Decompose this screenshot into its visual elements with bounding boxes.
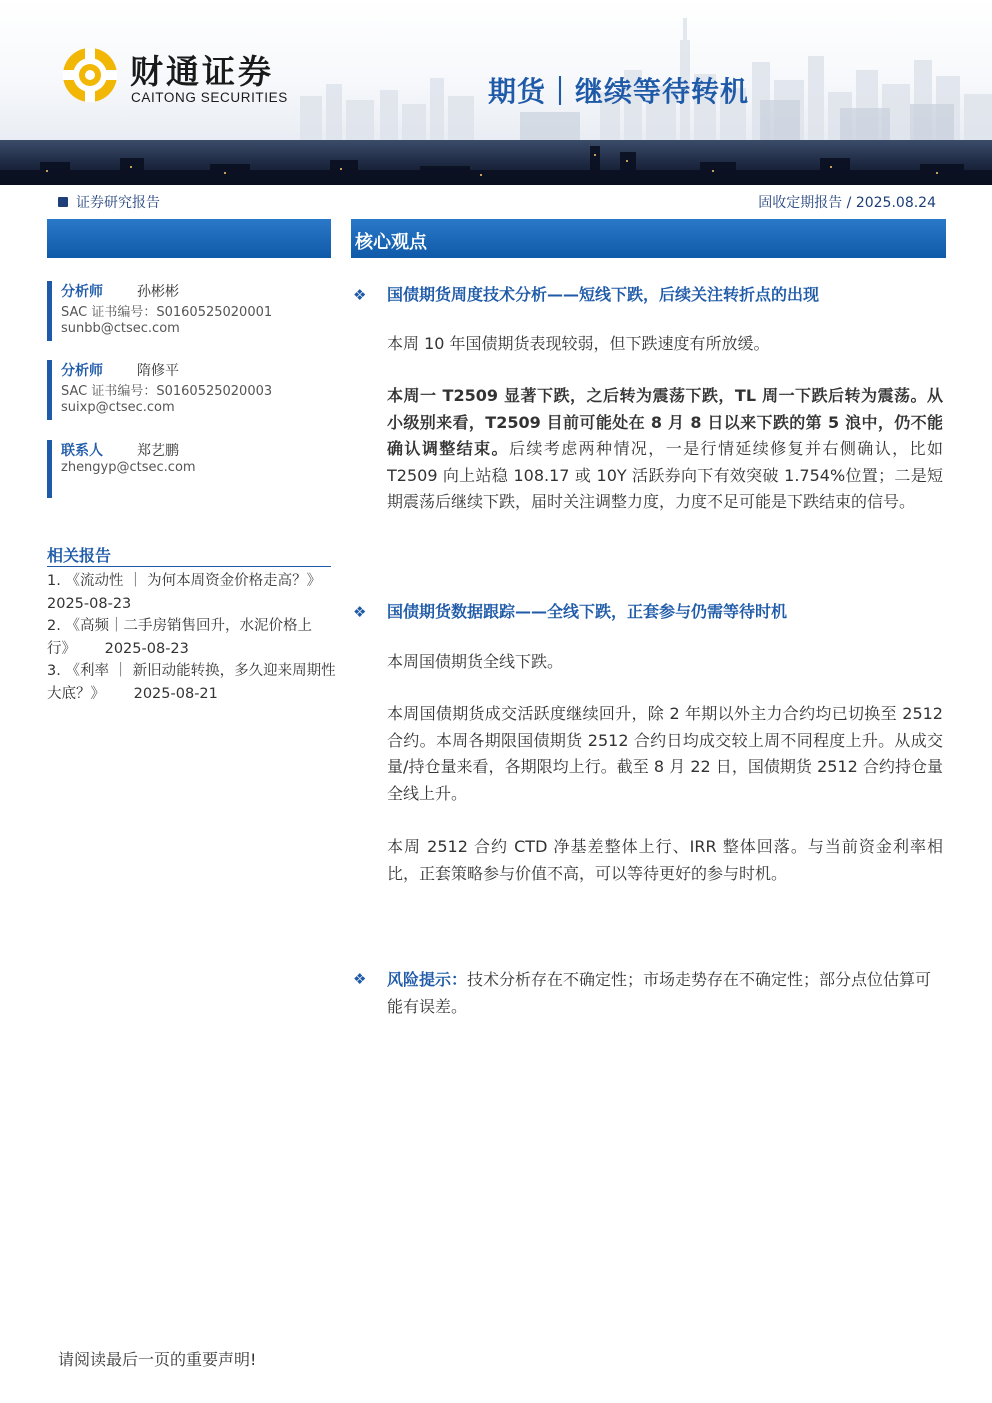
report-type-label (58, 192, 160, 212)
core-view-bar (351, 219, 946, 258)
related-divider (47, 566, 331, 567)
report-title: 期货｜继续等待转机 (488, 75, 750, 108)
paragraph-text: 本周国债期货全线下跌。 (387, 652, 564, 671)
risk-text: 技术分析存在不确定性；市场走势存在不确定性；部分点位估算可能有误差。 (387, 970, 932, 1016)
analyst-sac: SAC 证书编号：S0160525020001 (61, 305, 273, 320)
analyst-email[interactable]: suixp@ctsec.com (61, 400, 175, 415)
section-2-paragraph-3 (387, 834, 943, 887)
analyst-accent-line (47, 440, 52, 498)
night-city-image (0, 140, 992, 185)
paragraph-text: 本周 10 年国债期货表现较弱，但下跌速度有所放缓。 (387, 334, 770, 353)
diamond-bullet-icon: ❖ (353, 603, 367, 621)
related-report-item[interactable] (47, 570, 337, 615)
related-report-date: 2025-08-23 (104, 640, 189, 657)
section-1-paragraph-2 (387, 383, 943, 516)
related-report-item[interactable] (47, 615, 337, 660)
contact-name: 郑艺鹏 (137, 443, 179, 459)
caitong-logo (60, 44, 300, 110)
paragraph-text: 本周 2512 合约 CTD 净基差整体上行、IRR 整体回落。与当前资金利率相比，正套策略参与价值不高，可以等待更好的参与时机。 (387, 837, 943, 883)
logo-english-text: CAITONG SECURITIES (131, 90, 288, 105)
left-blue-bar (47, 219, 331, 258)
analyst-accent-line (47, 281, 52, 341)
report-category-date: 固收定期报告 / 2025.08.24 (758, 195, 936, 211)
logo-chinese-text: 财通证券 (130, 52, 274, 91)
core-view-label: 核心观点 (355, 232, 427, 253)
related-report-date: 2025-08-23 (47, 595, 132, 612)
analyst-name: 孙彬彬 (137, 284, 179, 300)
paragraph-text: 后续考虑两种情况，一是行情延续修复并右侧确认，比如 T2509 向上站稳 108.17 或 10Y 活跃券向下有效突破 1.754%位置；二是短期震荡后继续下跌，届时关注调整力度，力度不足可能是下跌结束的信号。 (387, 439, 943, 511)
section-1-paragraph-1 (387, 331, 943, 358)
risk-label: 风险提示： (387, 970, 468, 989)
analyst-role: 分析师 (61, 284, 103, 300)
analyst-card-2 (47, 360, 331, 420)
paragraph-bold-text: 本周一 T2509 显著下跌，之后转为震荡下跌，TL 周一下跌后转为震荡。从小级别来看，T2509 目前可能处在 8 月 8 日以来下跌的第 5 浪中，仍不能确认调整结束。 (387, 386, 943, 458)
analyst-role: 分析师 (61, 363, 103, 379)
section-2-paragraph-2 (387, 701, 943, 807)
section-2-title (353, 599, 787, 622)
square-bullet-icon (58, 197, 68, 207)
analyst-email[interactable]: sunbb@ctsec.com (61, 321, 180, 336)
related-reports-list (47, 570, 337, 705)
diamond-bullet-icon: ❖ (353, 970, 367, 988)
section-1-title (353, 282, 819, 305)
caitong-logo-icon (60, 44, 120, 106)
related-report-item[interactable] (47, 660, 337, 705)
related-report-title[interactable]: 3. 《利率 ｜ 新旧动能转换，多久迎来周期性大底？》 (47, 663, 336, 702)
related-report-title[interactable]: 1. 《流动性 ｜ 为何本周资金价格走高？》 (47, 573, 322, 589)
analyst-card-1 (47, 281, 331, 341)
related-report-title[interactable]: 2. 《高频｜二手房销售回升，水泥价格上行》 (47, 618, 312, 657)
paragraph-text: 本周国债期货成交活跃度继续回升，除 2 年期以外主力合约均已切换至 2512 合约。本周各期限国债期货 2512 合约日均成交较上周不同程度上升。从成交量/持仓量来看，各期限均上行。截至 8 月 22 日，国债期货 2512 合约持仓量全线上升。 (387, 704, 943, 803)
disclaimer-note: 请阅读最后一页的重要声明! (58, 1350, 257, 1369)
section-1-title-text: 国债期货周度技术分析——短线下跌，后续关注转折点的出现 (387, 285, 820, 304)
contact-email[interactable]: zhengyp@ctsec.com (61, 460, 196, 475)
contact-role: 联系人 (61, 443, 103, 459)
related-report-date: 2025-08-21 (133, 685, 218, 702)
analyst-accent-line (47, 360, 52, 420)
header-banner (0, 0, 992, 185)
report-type-text: 证券研究报告 (76, 195, 160, 211)
risk-text-block (387, 966, 943, 1020)
related-reports-title: 相关报告 (47, 546, 112, 565)
section-2-title-text: 国债期货数据跟踪——全线下跌，正套参与仍需等待时机 (387, 602, 788, 621)
analyst-name: 隋修平 (137, 363, 179, 379)
section-2-paragraph-1 (387, 649, 943, 676)
diamond-bullet-icon: ❖ (353, 286, 367, 304)
contact-card (47, 440, 331, 498)
analyst-sac: SAC 证书编号：S0160525020003 (61, 384, 273, 399)
